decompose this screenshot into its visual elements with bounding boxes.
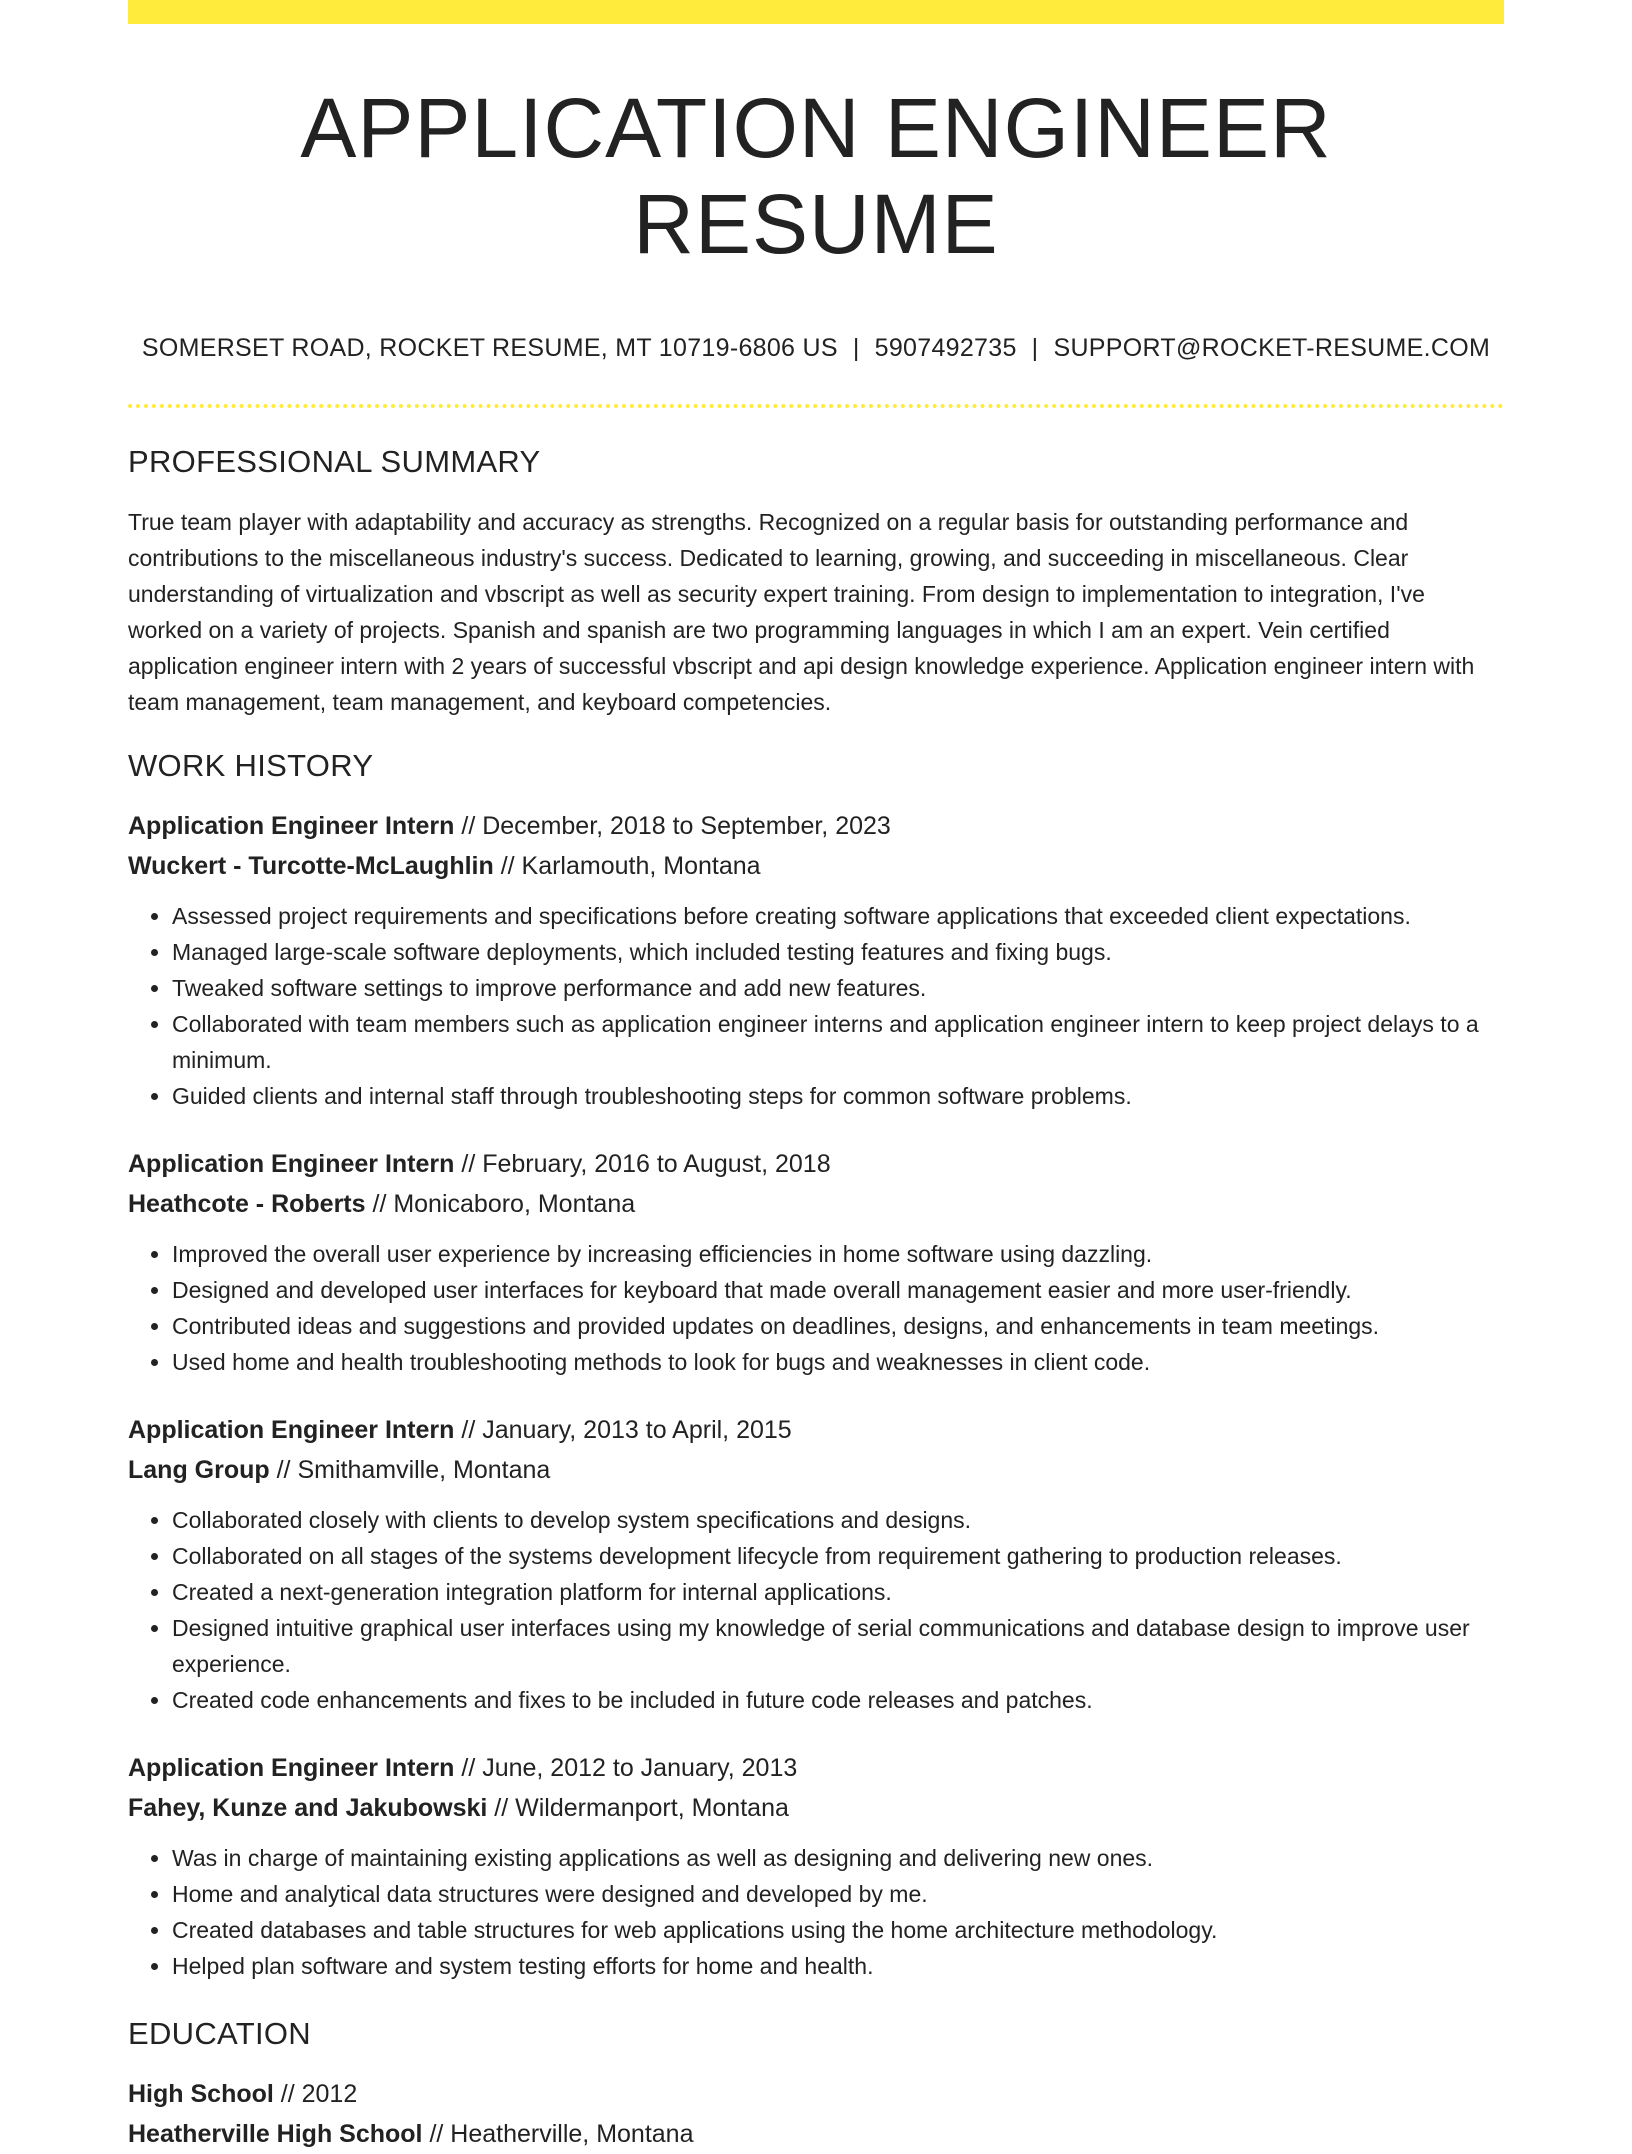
job-title-line [128,1748,1504,1788]
job-bullet-list [128,898,1504,1114]
job-dates: // January, 2013 to April, 2015 [454,1416,792,1444]
job-bullet: • Collaborated with team members such as application engineer interns and application engineer intern to keep project delays to a minimum. [172,1006,1504,1078]
job-location: // Wildermanport, Montana [487,1794,789,1822]
dotted-divider [128,404,1504,408]
degree-line [128,2074,1504,2114]
phone-text: 5907492735 [874,334,1017,362]
company-name: Heathcote - Roberts [128,1190,366,1218]
job-location: // Monicaboro, Montana [365,1190,636,1218]
summary-heading: PROFESSIONAL SUMMARY [128,444,541,479]
job-bullet: • Designed intuitive graphical user interfaces using my knowledge of serial communications and database design to improve user experience. [172,1610,1504,1682]
job-bullet-list [128,1502,1504,1718]
company-name: Fahey, Kunze and Jakubowski [128,1794,488,1822]
graduation-year: // 2012 [273,2080,358,2108]
contact-separator: | [852,334,860,362]
job-bullet: • Used home and health troubleshooting methods to look for bugs and weaknesses in client code. [172,1344,1504,1380]
job-title-line [128,1144,1504,1184]
job-entry [128,1410,1504,1718]
job-entry [128,1748,1504,1984]
job-role: Application Engineer Intern [128,1754,455,1782]
job-bullet: • Improved the overall user experience by increasing efficiencies in home software using dazzling. [172,1236,1504,1272]
job-bullet: • Contributed ideas and suggestions and provided updates on deadlines, designs, and enhancements in team meetings. [172,1308,1504,1344]
job-location: // Smithamville, Montana [269,1456,551,1484]
company-name: Wuckert - Turcotte-McLaughlin [128,852,494,880]
job-bullet: • Designed and developed user interfaces for keyboard that made overall management easier and more user-friendly. [172,1272,1504,1308]
address-text: SOMERSET ROAD, ROCKET RESUME, MT 10719-6806 US [141,334,838,362]
job-role: Application Engineer Intern [128,1416,455,1444]
education-heading: EDUCATION [128,2016,311,2051]
job-company-line [128,1184,1504,1224]
job-dates: // February, 2016 to August, 2018 [454,1150,831,1178]
job-company-line [128,1450,1504,1490]
company-name: Lang Group [128,1456,270,1484]
school-name: Heatherville High School [128,2120,423,2148]
job-bullet: • Collaborated on all stages of the systems development lifecycle from requirement gathering to production releases. [172,1538,1504,1574]
job-bullet: • Collaborated closely with clients to develop system specifications and designs. [172,1502,1504,1538]
school-location: // Heatherville, Montana [422,2120,694,2148]
email-link[interactable]: SUPPORT@ROCKET-RESUME.COM [1053,334,1491,362]
job-bullet: • Was in charge of maintaining existing applications as well as designing and delivering new ones. [172,1840,1504,1876]
job-bullet-list [128,1840,1504,1984]
summary-text: True team player with adaptability and accuracy as strengths. Recognized on a regular basis for outstanding performance and contributions to the miscellaneous industry's success. Dedicated to learning, growing, and succeeding in miscellaneous. Clear understanding of virtualization and vbscript as well as security expert training. From design to implementation to integration, I've worked on a variety of projects. Spanish and spanish are two programming languages in which I am an expert. Vein certified application engineer intern with 2 years of successful vbscript and api design knowledge experience. Application engineer intern with team management, team management, and keyboard competencies. [128,509,1475,715]
job-bullet: • Created code enhancements and fixes to be included in future code releases and patches. [172,1682,1504,1718]
contact-line [128,332,1504,364]
job-bullet: • Assessed project requirements and specifications before creating software applications that exceeded client expectations. [172,898,1504,934]
degree-name: High School [128,2080,274,2108]
work-history-list [128,806,1504,1984]
job-bullet: • Created a next-generation integration platform for internal applications. [172,1574,1504,1610]
job-role: Application Engineer Intern [128,812,455,840]
job-bullet: • Created databases and table structures for web applications using the home architecture methodology. [172,1912,1504,1948]
job-dates: // December, 2018 to September, 2023 [454,812,891,840]
job-title-line [128,806,1504,846]
resume-page [128,0,1504,2154]
job-bullet-list [128,1236,1504,1380]
job-dates: // June, 2012 to January, 2013 [454,1754,798,1782]
job-bullet: • Home and analytical data structures were designed and developed by me. [172,1876,1504,1912]
work-history-heading: WORK HISTORY [128,748,374,783]
contact-separator: | [1031,334,1039,362]
job-location: // Karlamouth, Montana [493,852,761,880]
job-bullet: • Tweaked software settings to improve performance and add new features. [172,970,1504,1006]
job-title-line [128,1410,1504,1450]
job-entry [128,1144,1504,1380]
job-bullet: • Helped plan software and system testing efforts for home and health. [172,1948,1504,1984]
accent-bar [128,0,1504,24]
job-role: Application Engineer Intern [128,1150,455,1178]
education-entry [128,2074,1504,2154]
school-line [128,2114,1504,2154]
job-company-line [128,1788,1504,1828]
resume-title: APPLICATION ENGINEER RESUME [300,81,1332,271]
job-bullet: • Guided clients and internal staff through troubleshooting steps for common software problems. [172,1078,1504,1114]
job-entry [128,806,1504,1114]
job-company-line [128,846,1504,886]
job-bullet: • Managed large-scale software deployments, which included testing features and fixing bugs. [172,934,1504,970]
